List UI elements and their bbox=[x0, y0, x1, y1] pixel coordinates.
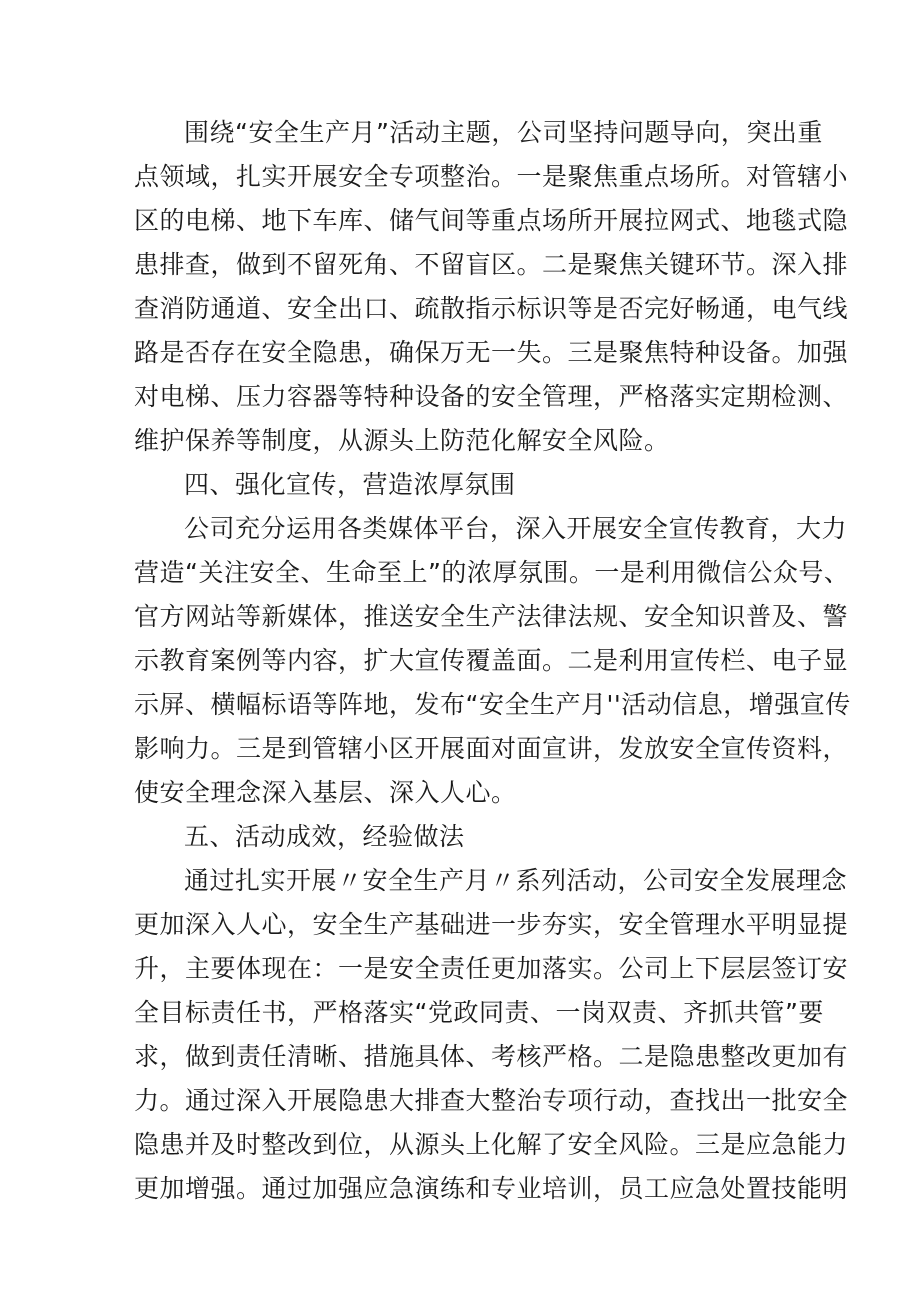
paragraph-3-line-1: 通过扎实开展〃安全生产月〃系列活动，公司安全发展理念 bbox=[184, 866, 848, 895]
paragraph-3-line-2: 更加深入人心，安全生产基础进一步夯实，安全管理水平明显提 bbox=[134, 910, 849, 939]
paragraph-1-line-3: 区的电梯、地下车库、储气间等重点场所开展拉网式、地毯式隐 bbox=[134, 206, 849, 235]
paragraph-3-line-3: 升，主要体现在：一是安全责任更加落实。公司上下层层签订安 bbox=[134, 954, 849, 983]
paragraph-2-line-6: 影响力。三是到管辖小区开展面对面宣讲，发放安全宣传资料， bbox=[134, 734, 849, 763]
paragraph-1-line-4: 患排查，做到不留死角、不留盲区。二是聚焦关键环节。深入排 bbox=[134, 250, 849, 279]
paragraph-2-line-5: 示屏、横幅标语等阵地，发布“安全生产月''活动信息，增强宣传 bbox=[134, 690, 851, 719]
paragraph-2-line-4: 示教育案例等内容，扩大宣传覆盖面。二是利用宣传栏、电子显 bbox=[134, 646, 849, 675]
paragraph-3-line-7: 隐患并及时整改到位，从源头上化解了安全风险。三是应急能力 bbox=[134, 1130, 849, 1159]
paragraph-1-line-5: 查消防通道、安全出口、疏散指示标识等是否完好畅通，电气线 bbox=[134, 294, 849, 323]
paragraph-1-line-7: 对电梯、压力容器等特种设备的安全管理，严格落实定期检测、 bbox=[134, 382, 849, 411]
paragraph-2-line-7: 使安全理念深入基层、深入人心。 bbox=[134, 778, 517, 807]
section-heading-5: 五、活动成效，经验做法 bbox=[184, 822, 465, 851]
paragraph-2-line-1: 公司充分运用各类媒体平台，深入开展安全宣传教育，大力 bbox=[184, 514, 848, 543]
paragraph-1-line-8: 维护保养等制度，从源头上防范化解安全风险。 bbox=[134, 426, 670, 455]
paragraph-2-line-2: 营造“关注安全、生命至上”的浓厚氛围。一是利用微信公众号、 bbox=[134, 558, 850, 587]
paragraph-3-line-5: 求，做到责任清晰、措施具体、考核严格。二是隐患整改更加有 bbox=[134, 1042, 849, 1071]
paragraph-1-line-2: 点领域，扎实开展安全专项整治。一是聚焦重点场所。对管辖小 bbox=[134, 162, 849, 191]
paragraph-3-line-8: 更加增强。通过加强应急演练和专业培训，员工应急处置技能明 bbox=[134, 1174, 849, 1203]
paragraph-3-line-4: 全目标责任书，严格落实“党政同责、一岗双责、齐抓共管”要 bbox=[134, 998, 824, 1027]
paragraph-2-line-3: 官方网站等新媒体，推送安全生产法律法规、安全知识普及、警 bbox=[134, 602, 849, 631]
section-heading-4: 四、强化宣传，营造浓厚氛围 bbox=[184, 470, 516, 499]
paragraph-1-line-6: 路是否存在安全隐患，确保万无一失。三是聚焦特种设备。加强 bbox=[134, 338, 849, 367]
paragraph-1-line-1: 围绕“安全生产月”活动主题，公司坚持问题导向，突出重 bbox=[184, 118, 823, 147]
paragraph-3-line-6: 力。通过深入开展隐患大排查大整治专项行动，查找出一批安全 bbox=[134, 1086, 849, 1115]
